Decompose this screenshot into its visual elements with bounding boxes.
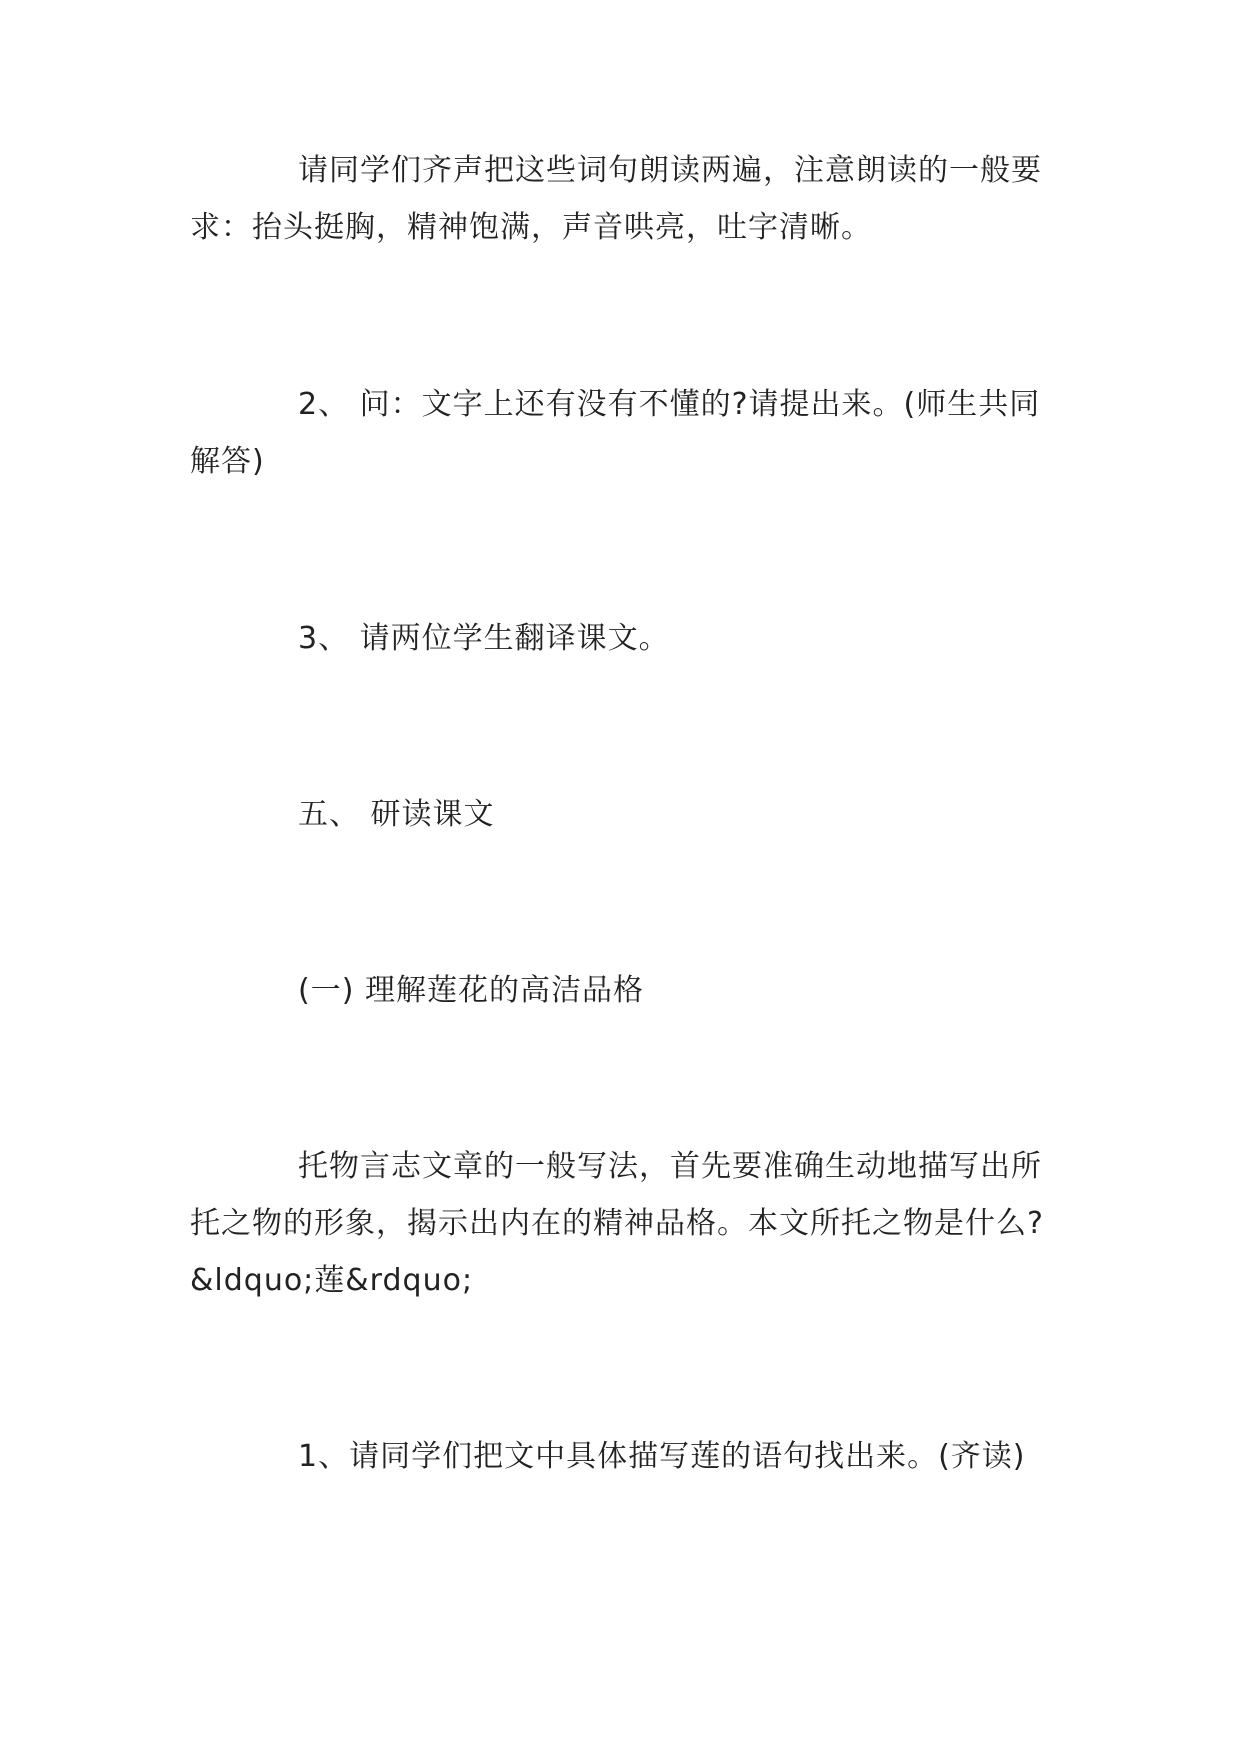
paragraph-writing-method: 托物言志文章的一般写法，首先要准确生动地描写出所托之物的形象，揭示出内在的精神品格。本文所托之物是什么?&ldquo;莲&rdquo; [190, 1149, 1044, 1298]
paragraph-reading-instructions: 请同学们齐声把这些词句朗读两遍，注意朗读的一般要求：抬头挺胸，精神饱满，声音哄亮，吐字清晰。 [190, 153, 1042, 245]
paragraph-question-2: 2、 问：文字上还有没有不懂的?请提出来。(师生共同解答) [190, 387, 1041, 479]
section-heading-five: 五、 研读课文 [298, 797, 495, 832]
paragraph-item-1: 1、请同学们把文中具体描写莲的语句找出来。(齐读) [298, 1439, 1026, 1474]
subsection-heading-one: (一) 理解莲花的高洁品格 [298, 973, 644, 1008]
paragraph-item-3: 3、 请两位学生翻译课文。 [298, 621, 670, 656]
